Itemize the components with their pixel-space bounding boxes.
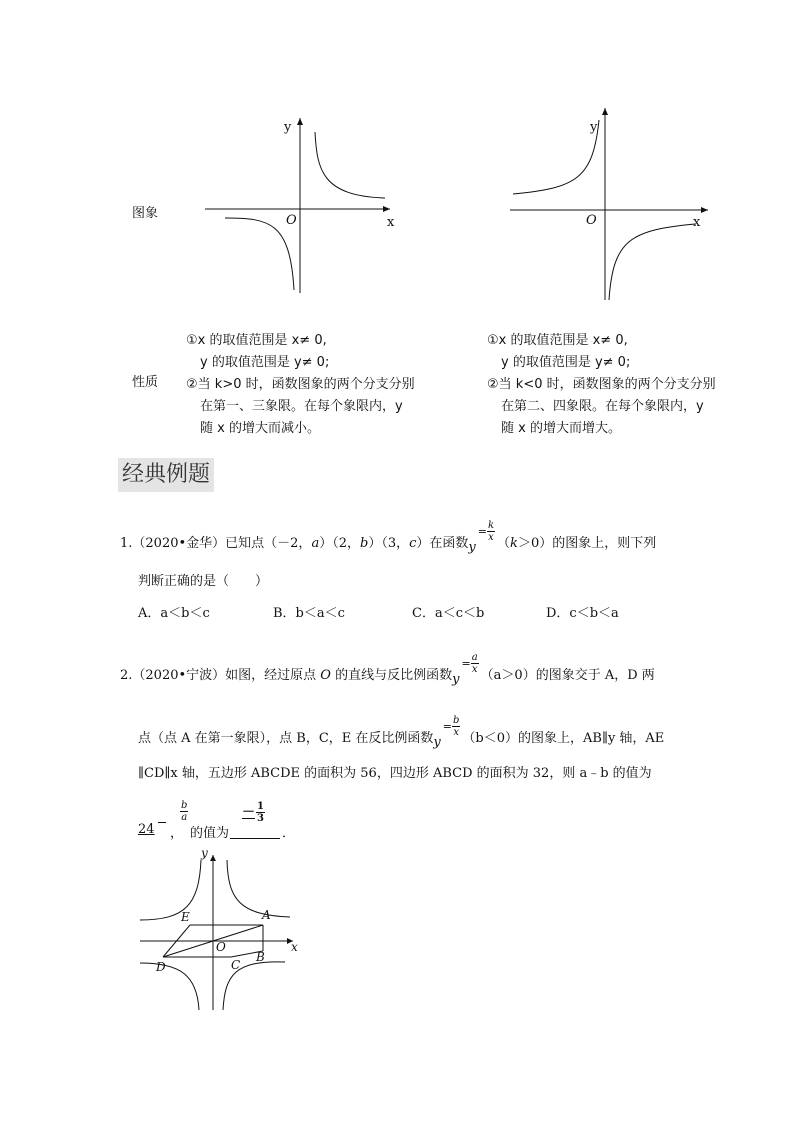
curve-a-quadrant-1 bbox=[227, 860, 290, 917]
left-prop-line: ①x 的取值范围是 x≠ 0, bbox=[186, 333, 327, 348]
fig-y-label: y bbox=[201, 846, 208, 860]
right-origin-label: O bbox=[586, 213, 597, 228]
right-prop-line: 随 x 的增大而增大。 bbox=[501, 421, 621, 436]
right-x-label: x bbox=[693, 215, 701, 230]
fig-point-e: E bbox=[181, 910, 190, 924]
fig-origin-label: O bbox=[216, 940, 226, 954]
q2-line-3: ∥CD∥x 轴，五边形 ABCDE 的面积为 56，四边形 ABCD 的面积为 32，则 a﹣b 的值为 bbox=[138, 766, 652, 781]
right-prop-line: 在第二、四象限。在每个象限内，y bbox=[501, 399, 704, 414]
fig-point-a: A bbox=[262, 908, 271, 922]
curve-b-quadrant-2 bbox=[140, 860, 201, 920]
q1-option-b: B．b＜a＜c bbox=[273, 606, 345, 621]
right-prop-line: ②当 k<0 时，函数图象的两个分支分别 bbox=[487, 377, 716, 392]
graph-k-positive bbox=[200, 110, 400, 300]
fig-x-label: x bbox=[291, 940, 298, 954]
branch-quadrant-4 bbox=[609, 224, 695, 300]
left-y-label: y bbox=[284, 120, 292, 135]
y-axis-arrow bbox=[602, 108, 608, 115]
left-prop-line: 随 x 的增大而减小。 bbox=[200, 421, 320, 436]
x-axis-arrow bbox=[701, 207, 708, 213]
left-origin-label: O bbox=[286, 213, 297, 228]
q1-line-1: 1.（2020•金华）已知点（－2，a）（2，b）（3，c）在函数y= $\frac{k}{x}$ （k＞0）的图象上，则下列 bbox=[120, 520, 657, 555]
y-axis-arrow bbox=[297, 118, 303, 125]
q1-option-a: A．a＜b＜c bbox=[138, 606, 210, 621]
q2-line-4: 24 ， $\frac{b}{a}$ 的值为 － $\frac{1}{3}$ ． bbox=[138, 800, 296, 841]
q1-line-2: 判断正确的是（ ） bbox=[138, 574, 269, 589]
left-properties bbox=[186, 330, 415, 440]
right-prop-line: y 的取值范围是 y≠ 0; bbox=[501, 355, 631, 370]
branch-quadrant-3 bbox=[225, 218, 294, 290]
section-title: 经典例题 bbox=[118, 458, 214, 492]
curve-a-quadrant-3 bbox=[140, 963, 199, 1010]
row-label-property: 性质 bbox=[132, 375, 159, 390]
left-prop-line: ②当 k>0 时，函数图象的两个分支分别 bbox=[186, 377, 415, 392]
fig-point-c: C bbox=[231, 958, 241, 972]
q2-line-1: 2.（2020•宁波）如图，经过原点 O 的直线与反比例函数y= $\frac{a}{x}$ （a＞0）的图象交于 A，D 两 bbox=[120, 652, 655, 687]
y-axis-arrow bbox=[210, 855, 216, 861]
right-prop-line: ①x 的取值范围是 x≠ 0, bbox=[487, 333, 628, 348]
left-prop-line: y 的取值范围是 y≠ 0; bbox=[200, 355, 330, 370]
graph-k-negative bbox=[505, 100, 715, 305]
q1-option-c: C．a＜c＜b bbox=[412, 606, 485, 621]
fig-point-d: D bbox=[156, 960, 166, 974]
branch-quadrant-1 bbox=[315, 132, 385, 198]
right-y-label: y bbox=[590, 120, 598, 135]
right-properties bbox=[487, 330, 716, 440]
fig-point-b: B bbox=[256, 950, 265, 964]
answer-1: 24 bbox=[138, 822, 155, 837]
left-prop-line: 在第一、三象限。在每个象限内，y bbox=[200, 399, 403, 414]
branch-quadrant-2 bbox=[513, 120, 599, 194]
q2-figure bbox=[135, 845, 305, 1013]
q2-line-2: 点（点 A 在第一象限），点 B，C，E 在反比例函数y= $\frac{b}{x}$ （b＜0）的图象上，AB∥y 轴，AE bbox=[138, 715, 665, 750]
q1-option-d: D．c＜b＜a bbox=[546, 606, 619, 621]
row-label-image: 图象 bbox=[132, 206, 159, 221]
left-x-label: x bbox=[387, 215, 395, 230]
x-axis-arrow bbox=[383, 206, 390, 212]
